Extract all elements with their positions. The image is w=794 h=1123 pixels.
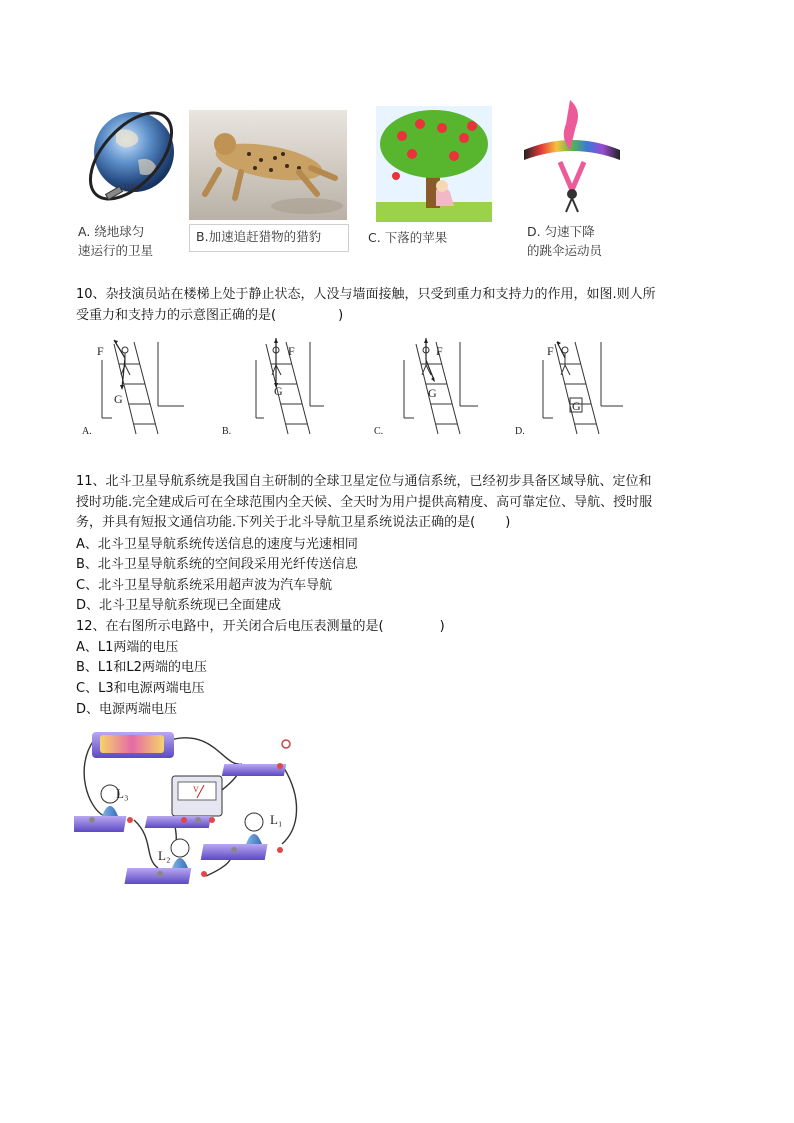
force-f-label: F — [436, 344, 443, 358]
q12-option-d[interactable]: D、电源两端电压 — [76, 702, 178, 717]
q12-option-c[interactable]: C、L3和电源两端电压 — [76, 681, 205, 696]
q9-option-c-figure — [376, 106, 492, 222]
force-f-label: F — [288, 344, 295, 358]
q12-stem: 12、在右图所示电路中，开关闭合后电压表测量的是( ) — [76, 619, 445, 634]
q12-option-b[interactable]: B、L1和L2两端的电压 — [76, 660, 207, 675]
satellite-label: 卫星 — [122, 184, 138, 193]
q11-option-a[interactable]: A、北斗卫星导航系统传送信息的速度与光速相同 — [76, 537, 358, 552]
force-g-label: G — [428, 386, 437, 400]
l3-label: L₃ — [116, 786, 129, 801]
skydiver-icon — [567, 189, 577, 199]
option-letter: A. — [82, 426, 92, 437]
q10-figure-d[interactable] — [513, 338, 625, 438]
q12-circuit-figure — [74, 728, 304, 904]
q11-option-c[interactable]: C、北斗卫星导航系统采用超声波为汽车导航 — [76, 578, 333, 593]
q11-option-b[interactable]: B、北斗卫星导航系统的空间段采用光纤传送信息 — [76, 557, 358, 572]
q10-figure-b[interactable] — [218, 338, 326, 438]
q10-figure-a[interactable] — [78, 338, 186, 438]
q11-stem: 11、北斗卫星导航系统是我国自主研制的全球卫星定位与通信系统，已经初步具备区域导航、定位和 授时功能.完全建成后可在全球范围内全天候、全天时为用户提供高精度、高可靠定位、导航、授时服 务，并具有短报文通信功能.下列关于北斗导航卫星系统说法正确的是( ) — [76, 474, 653, 530]
q10-figure-c[interactable] — [372, 338, 480, 438]
q9-option-d-figure — [520, 98, 624, 216]
parachute-icon — [524, 140, 620, 160]
option-letter: B. — [222, 426, 232, 437]
apple-tree-icon — [380, 110, 488, 178]
option-letter: D. — [515, 426, 525, 437]
force-g-label: G — [114, 392, 123, 406]
bulb-l2-icon — [171, 839, 189, 857]
q9-option-a-caption: A. 绕地球匀 速运行的卫星 — [78, 224, 154, 258]
q12-option-a[interactable]: A、L1两端的电压 — [76, 640, 179, 655]
l2-label: L₂ — [158, 848, 171, 863]
q11-option-d[interactable]: D、北斗卫星导航系统现已全面建成 — [76, 598, 282, 613]
q9-option-b-figure — [189, 110, 347, 220]
q10-stem: 10、杂技演员站在楼梯上处于静止状态，人没与墙面接触，只受到重力和支持力的作用，如图.则人所 受重力和支持力的示意图正确的是( ) — [76, 287, 656, 323]
option-letter: C. — [374, 426, 384, 437]
q9-option-a-figure — [76, 104, 176, 212]
l1-label: L₁ — [270, 812, 283, 827]
force-f-label: F — [97, 344, 104, 358]
force-g-label: G — [274, 384, 283, 398]
q9-option-b-caption: B.加速追赶猎物的猎豹 — [196, 229, 322, 244]
q9-option-d-caption: D. 匀速下降 的跳伞运动员 — [527, 224, 603, 258]
switch-icon — [222, 764, 287, 776]
q9-option-c-caption: C. 下落的苹果 — [368, 230, 448, 245]
voltmeter-label: V — [193, 785, 199, 794]
force-f-label: F — [547, 344, 554, 358]
earth-icon — [94, 112, 174, 192]
force-g-label: G — [572, 399, 581, 413]
bulb-l1-icon — [245, 813, 263, 831]
